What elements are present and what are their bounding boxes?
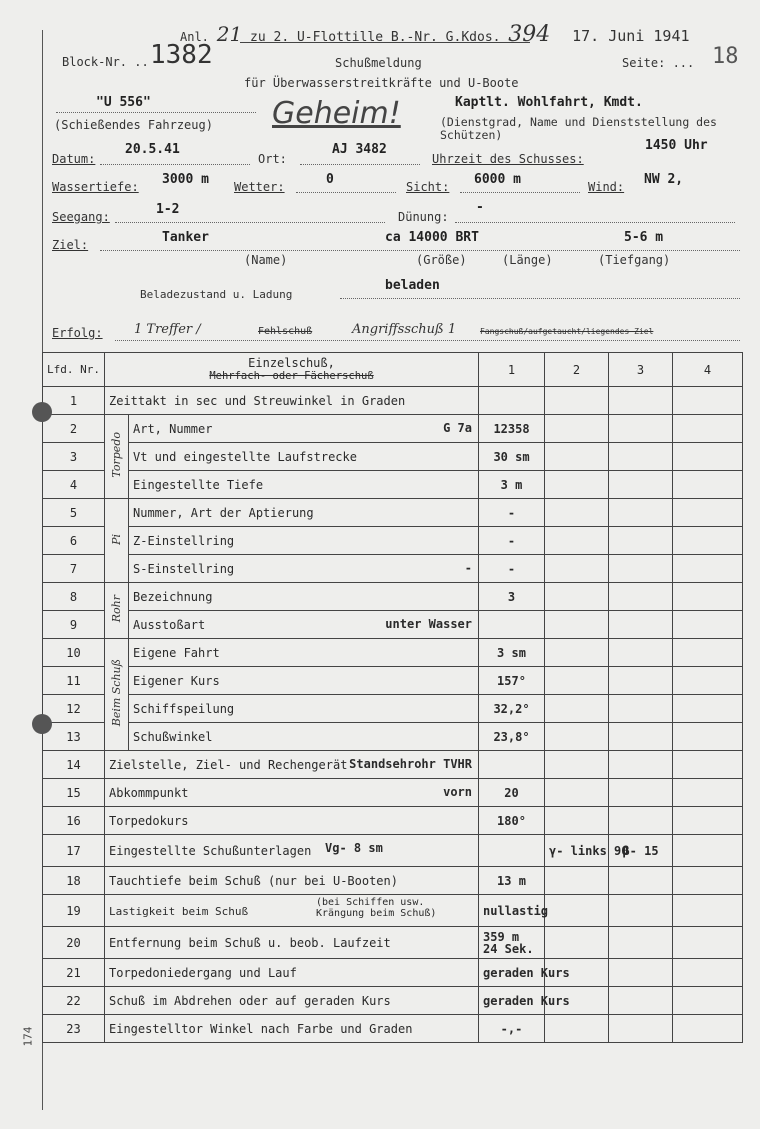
seegang-label: Seegang: <box>52 210 110 224</box>
cell-value: γ- links 90 <box>545 835 609 867</box>
punch-hole-top <box>32 402 52 422</box>
cell-value <box>673 807 743 835</box>
ziel-name: Tanker <box>162 230 209 245</box>
cell-value <box>545 387 609 415</box>
vessel-name-label: (Schießendes Fahrzeug) <box>54 118 213 132</box>
cell-value: - <box>479 555 545 583</box>
row-extra: Vg- 8 sm <box>325 841 383 855</box>
erfolg-2: Angriffsschuß 1 <box>352 322 457 337</box>
row-label <box>129 555 479 583</box>
sub-name: (Name) <box>244 253 288 267</box>
punch-hole-bottom <box>32 714 52 734</box>
duenung-label: Dünung: <box>398 210 449 224</box>
ziel-dots <box>100 250 740 251</box>
row-label <box>105 927 479 959</box>
cell-value <box>609 695 673 723</box>
cell-value <box>673 611 743 639</box>
erfolg-strike2: Fangschuß/aufgetaucht/liegendes Ziel <box>480 327 654 336</box>
row-label-text: Ausstoßart <box>133 617 206 632</box>
row-label <box>105 751 479 779</box>
duenung-value: - <box>476 200 484 215</box>
shooter-label: (Dienstgrad, Name und Dienststellung des Schützen) <box>440 115 717 142</box>
cell-value <box>479 387 545 415</box>
cell-value <box>673 723 743 751</box>
group-label <box>105 415 129 499</box>
row-label-text: Schiffspeilung <box>133 701 235 716</box>
table-row <box>43 387 743 415</box>
group-label-text: Rohr <box>110 595 123 623</box>
cell-value <box>545 471 609 499</box>
cell-value <box>479 751 545 779</box>
cell-value <box>545 639 609 667</box>
row-label <box>129 471 479 499</box>
wetter-value: 0 <box>326 172 334 187</box>
table-row <box>43 471 743 499</box>
table-row <box>43 443 743 471</box>
duenung-dots <box>455 222 735 223</box>
cell-value <box>609 667 673 695</box>
stamp-number: 394 <box>508 22 551 47</box>
cell-value: nullastig <box>479 895 545 927</box>
row-number: 23 <box>43 1015 105 1043</box>
row-label-text: Entfernung beim Schuß u. beob. Laufzeit <box>109 935 391 950</box>
cell-value <box>609 387 673 415</box>
cell-value <box>673 555 743 583</box>
cell-value <box>609 583 673 611</box>
row-label <box>129 527 479 555</box>
group-label-text: Beim Schuß <box>110 659 123 727</box>
row-number: 21 <box>43 959 105 987</box>
row-label-text: Zeittakt in sec und Streuwinkel in Graden <box>109 393 406 408</box>
cell-value <box>609 751 673 779</box>
sub-tiefgang: (Tiefgang) <box>598 253 671 267</box>
row-number: 15 <box>43 779 105 807</box>
cell-value: 3 <box>479 583 545 611</box>
cell-value <box>545 415 609 443</box>
form-subtitle: für Überwasserstreitkräfte und U-Boote <box>244 76 519 90</box>
row-label-text: Torpedoniedergang und Lauf <box>109 965 297 980</box>
cell-value: geraden Kurs <box>479 987 545 1015</box>
cell-value <box>609 611 673 639</box>
row-label-text: Eigene Fahrt <box>133 645 220 660</box>
row-label-text: Eingestellte Schußunterlagen <box>109 843 312 858</box>
seegang-value: 1-2 <box>156 202 180 217</box>
table-row <box>43 987 743 1015</box>
row-number: 6 <box>43 527 105 555</box>
wassertiefe-label: Wassertiefe: <box>52 180 139 194</box>
cell-value <box>545 667 609 695</box>
cell-value <box>673 895 743 927</box>
row-label <box>129 583 479 611</box>
row-label-text: Tauchtiefe beim Schuß (nur bei U-Booten) <box>109 873 398 888</box>
row-label-text: Eingestellte Tiefe <box>133 477 264 492</box>
cell-value <box>545 723 609 751</box>
cell-value <box>673 583 743 611</box>
wetter-dots <box>296 192 396 193</box>
cell-value: 3 sm <box>479 639 545 667</box>
erfolg-dots <box>115 340 740 341</box>
cell-value <box>673 779 743 807</box>
table-row <box>43 1015 743 1043</box>
row-number: 16 <box>43 807 105 835</box>
row-label-text: Schußwinkel <box>133 729 213 744</box>
row-label <box>105 779 479 807</box>
cell-value <box>673 527 743 555</box>
group-label <box>105 499 129 583</box>
datum-dots <box>100 164 250 165</box>
cell-value: 30 sm <box>479 443 545 471</box>
wind-value: NW 2, <box>644 172 684 187</box>
erfolg-strike: Fehlschuß <box>258 326 313 337</box>
cell-value: 13 m <box>479 867 545 895</box>
row-number: 11 <box>43 667 105 695</box>
erfolg-label: Erfolg: <box>52 326 103 340</box>
table-row <box>43 751 743 779</box>
beladung-value: beladen <box>385 278 440 293</box>
row-number: 7 <box>43 555 105 583</box>
row-label <box>129 611 479 639</box>
row-extra: G 7a <box>443 421 472 435</box>
cell-value <box>609 1015 673 1043</box>
stamp-hand: 21 <box>216 22 243 46</box>
page-label: Seite: ... <box>622 56 695 70</box>
row-label <box>129 639 479 667</box>
cell-value <box>609 987 673 1015</box>
row-number: 10 <box>43 639 105 667</box>
cell-value <box>609 639 673 667</box>
cell-value <box>545 779 609 807</box>
table-row <box>43 959 743 987</box>
cell-value <box>609 927 673 959</box>
table-header <box>43 353 743 387</box>
stamp-date: 17. Juni 1941 <box>572 27 690 45</box>
wind-label: Wind: <box>588 180 625 194</box>
table-row <box>43 895 743 927</box>
cell-value <box>479 835 545 867</box>
row-label <box>105 835 479 867</box>
cell-value: 12358 <box>479 415 545 443</box>
cell-value <box>609 499 673 527</box>
cell-value <box>673 987 743 1015</box>
row-number: 12 <box>43 695 105 723</box>
cell-value <box>609 723 673 751</box>
row-number: 19 <box>43 895 105 927</box>
col-title-strike: Mehrfach- oder Fächerschuß <box>209 369 374 382</box>
beladung-dots <box>340 298 740 299</box>
cell-value <box>673 927 743 959</box>
cell-value: 20 <box>479 779 545 807</box>
row-number: 8 <box>43 583 105 611</box>
row-number: 20 <box>43 927 105 959</box>
block-label: Block-Nr. .. <box>62 55 149 69</box>
group-label <box>105 583 129 639</box>
ziel-label: Ziel: <box>52 238 89 252</box>
col-1: 1 <box>479 353 545 387</box>
cell-value <box>545 443 609 471</box>
row-label-text: Z-Einstellring <box>133 533 235 548</box>
row-label-text: Eigener Kurs <box>133 673 220 688</box>
table-row <box>43 695 743 723</box>
wassertiefe-value: 3000 m <box>162 172 209 187</box>
row-label-text: Nummer, Art der Aptierung <box>133 505 314 520</box>
cell-value <box>673 639 743 667</box>
row-label <box>105 895 479 927</box>
cell-value: 180° <box>479 807 545 835</box>
row-number: 22 <box>43 987 105 1015</box>
col-nr: Lfd. Nr. <box>43 353 105 387</box>
cell-value <box>609 779 673 807</box>
row-label-text: Torpedokurs <box>109 813 189 828</box>
cell-value <box>545 751 609 779</box>
row-label <box>105 867 479 895</box>
row-extra: (bei Schiffen usw. Krängung beim Schuß) <box>316 897 437 919</box>
row-number: 3 <box>43 443 105 471</box>
table-row <box>43 611 743 639</box>
row-number: 14 <box>43 751 105 779</box>
cell-value <box>673 751 743 779</box>
seegang-dots <box>115 222 385 223</box>
table-row <box>43 639 743 667</box>
row-label <box>105 387 479 415</box>
cell-value: 359 m 24 Sek. <box>479 927 545 959</box>
cell-value <box>609 895 673 927</box>
cell-value: - <box>479 499 545 527</box>
row-number: 2 <box>43 415 105 443</box>
cell-value <box>545 807 609 835</box>
sicht-label: Sicht: <box>406 180 450 194</box>
cell-value <box>609 959 673 987</box>
cell-value <box>609 807 673 835</box>
cell-value <box>609 555 673 583</box>
row-label <box>129 443 479 471</box>
shot-table <box>42 352 743 1043</box>
row-label <box>105 1015 479 1043</box>
cell-value: β- 15 <box>609 835 673 867</box>
vessel-dots <box>56 112 256 113</box>
cell-value <box>545 499 609 527</box>
row-extra: - <box>464 561 472 575</box>
table-row <box>43 527 743 555</box>
row-label <box>105 807 479 835</box>
row-label <box>105 959 479 987</box>
block-number: 1382 <box>150 40 213 70</box>
row-label-text: Bezeichnung <box>133 589 213 604</box>
row-number: 9 <box>43 611 105 639</box>
table-row <box>43 779 743 807</box>
cell-value: geraden Kurs <box>479 959 545 987</box>
cell-value <box>545 555 609 583</box>
row-label <box>129 415 479 443</box>
col-title <box>105 353 479 387</box>
row-label-text: Vt und eingestellte Laufstrecke <box>133 449 357 464</box>
group-label-text: Pi <box>110 533 123 545</box>
table-row <box>43 667 743 695</box>
margin-note: 174 <box>21 1026 35 1047</box>
cell-value <box>545 1015 609 1043</box>
cell-value <box>673 695 743 723</box>
page-number: 18 <box>712 44 739 69</box>
col-2: 2 <box>545 353 609 387</box>
cell-value <box>673 959 743 987</box>
row-extra: Standsehrohr TVHR <box>349 757 472 771</box>
stamp-underline <box>240 42 530 43</box>
row-number: 1 <box>43 387 105 415</box>
cell-value: 157° <box>479 667 545 695</box>
cell-value: 23,8° <box>479 723 545 751</box>
stamp-line <box>180 22 690 47</box>
row-number: 13 <box>43 723 105 751</box>
datum-value: 20.5.41 <box>125 142 180 157</box>
row-label <box>129 695 479 723</box>
cell-value <box>545 695 609 723</box>
row-label-text: Schuß im Abdrehen oder auf geraden Kurs <box>109 993 391 1008</box>
row-label-text: Eingestelltor Winkel nach Farbe und Graden <box>109 1021 413 1036</box>
cell-value <box>673 1015 743 1043</box>
row-label <box>129 667 479 695</box>
vessel-name: "U 556" <box>96 95 151 110</box>
row-label-text: Art, Nummer <box>133 421 213 436</box>
cell-value: 3 m <box>479 471 545 499</box>
table-row <box>43 499 743 527</box>
row-label <box>129 499 479 527</box>
erfolg-1: 1 Treffer / <box>134 322 201 337</box>
cell-value <box>479 611 545 639</box>
ziel-tiefgang: 5-6 m <box>624 230 664 245</box>
table-row <box>43 415 743 443</box>
stamp-prefix: Anl. <box>180 30 209 44</box>
cell-value <box>545 611 609 639</box>
table-row <box>43 867 743 895</box>
cell-value <box>673 471 743 499</box>
cell-value <box>609 443 673 471</box>
stamp-text: zu 2. U-Flottille B.-Nr. G.Kdos. <box>250 30 501 45</box>
table-row <box>43 835 743 867</box>
wetter-label: Wetter: <box>234 180 285 194</box>
cell-value <box>545 527 609 555</box>
cell-value <box>609 867 673 895</box>
shooter: Kaptlt. Wohlfahrt, Kmdt. <box>455 95 643 110</box>
row-label <box>105 987 479 1015</box>
cell-value <box>545 927 609 959</box>
row-label-text: Lastigkeit beim Schuß <box>109 904 249 918</box>
row-number: 18 <box>43 867 105 895</box>
cell-value <box>673 667 743 695</box>
row-label-text: S-Einstellring <box>133 561 235 576</box>
col-4: 4 <box>673 353 743 387</box>
ort-dots <box>300 164 420 165</box>
cell-value <box>673 835 743 867</box>
uhrzeit-label: Uhrzeit des Schusses: <box>432 152 584 166</box>
group-label-text: Torpedo <box>110 432 123 478</box>
col-3: 3 <box>609 353 673 387</box>
ort-value: AJ 3482 <box>332 142 387 157</box>
cell-value <box>609 471 673 499</box>
table-body <box>43 387 743 1043</box>
cell-value: 32,2° <box>479 695 545 723</box>
sub-laenge: (Länge) <box>502 253 553 267</box>
cell-value <box>673 443 743 471</box>
cell-value <box>545 867 609 895</box>
row-number: 5 <box>43 499 105 527</box>
table-row <box>43 927 743 959</box>
cell-value: -,- <box>479 1015 545 1043</box>
table-row <box>43 583 743 611</box>
row-extra: vorn <box>443 785 472 799</box>
row-label-text: Abkommpunkt <box>109 785 189 800</box>
cell-value <box>673 499 743 527</box>
row-label <box>129 723 479 751</box>
cell-value <box>673 867 743 895</box>
table-row <box>43 807 743 835</box>
sicht-value: 6000 m <box>474 172 521 187</box>
ziel-groesse: ca 14000 BRT <box>385 230 479 245</box>
cell-value <box>609 415 673 443</box>
row-label-text: Zielstelle, Ziel- und Rechengerät <box>109 757 348 772</box>
beladung-label: Beladezustand u. Ladung <box>140 288 293 301</box>
col-title-text: Einzelschuß, <box>248 355 335 370</box>
uhrzeit-value: 1450 Uhr <box>645 138 708 153</box>
cell-value: - <box>479 527 545 555</box>
row-extra: unter Wasser <box>385 617 472 631</box>
sicht-dots <box>460 192 580 193</box>
group-label <box>105 639 129 751</box>
cell-value <box>609 527 673 555</box>
row-number: 4 <box>43 471 105 499</box>
row-number: 17 <box>43 835 105 867</box>
table-row <box>43 723 743 751</box>
ort-label: Ort: <box>258 152 287 166</box>
datum-label: Datum: <box>52 152 96 166</box>
cell-value <box>545 583 609 611</box>
cell-value <box>545 895 609 927</box>
table-row <box>43 555 743 583</box>
secret-stamp: Geheim! <box>272 96 401 131</box>
cell-value <box>673 387 743 415</box>
form-title: Schußmeldung <box>335 56 422 70</box>
sub-groesse: (Größe) <box>416 253 467 267</box>
cell-value <box>673 415 743 443</box>
